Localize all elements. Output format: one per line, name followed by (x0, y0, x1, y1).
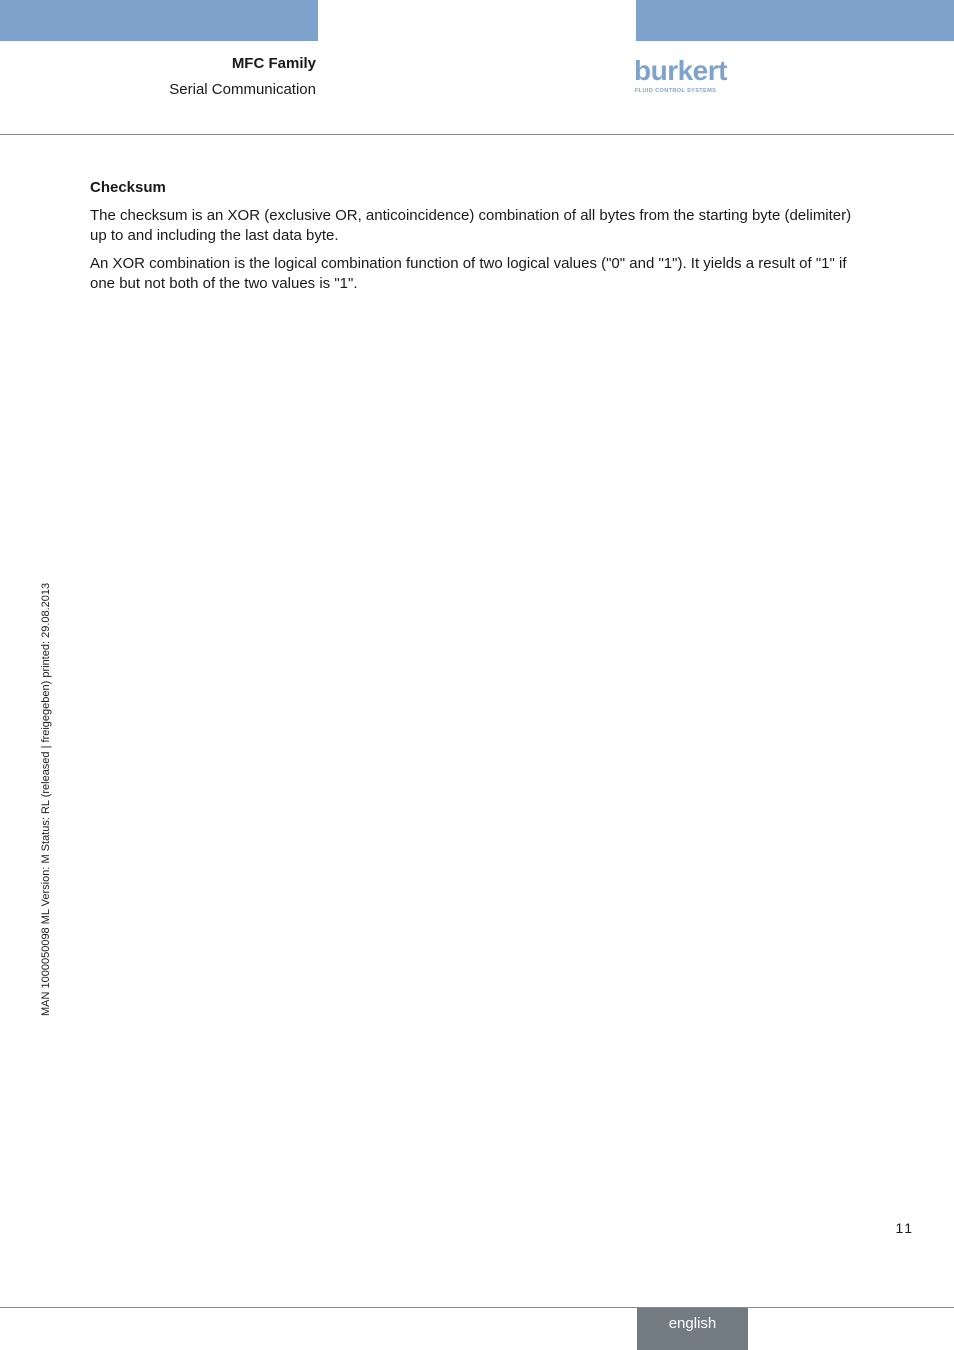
logo-tagline: FLUID CONTROL SYSTEMS (635, 88, 717, 94)
document-title: MFC Family (231, 55, 316, 72)
logo-wordmark: burkert (634, 55, 727, 86)
section-heading: Checksum (90, 179, 166, 196)
paragraph: The checksum is an XOR (exclusive OR, anticoincidence) combination of all bytes from the starting byte (delimiter) up to and including the last data byte. (90, 207, 852, 244)
main-content (90, 178, 870, 302)
language-tab: english (637, 1308, 748, 1350)
document-subtitle: Serial Communication (169, 81, 316, 98)
page-number: 11 (895, 1220, 914, 1236)
header-divider (0, 134, 954, 135)
header-bar-left (0, 0, 318, 41)
footer-divider (0, 1307, 954, 1308)
document-version-note: MAN 1000050098 ML Version: M Status: RL (released | freigegeben) printed: 29.08.2013 (40, 582, 52, 1016)
burkert-logo (634, 56, 734, 96)
paragraph: An XOR combination is the logical combination function of two logical values ("0" and "1"). It yields a result of "1" if one but not both of the two values is "1". (90, 255, 847, 292)
header-bar-right (636, 0, 954, 41)
